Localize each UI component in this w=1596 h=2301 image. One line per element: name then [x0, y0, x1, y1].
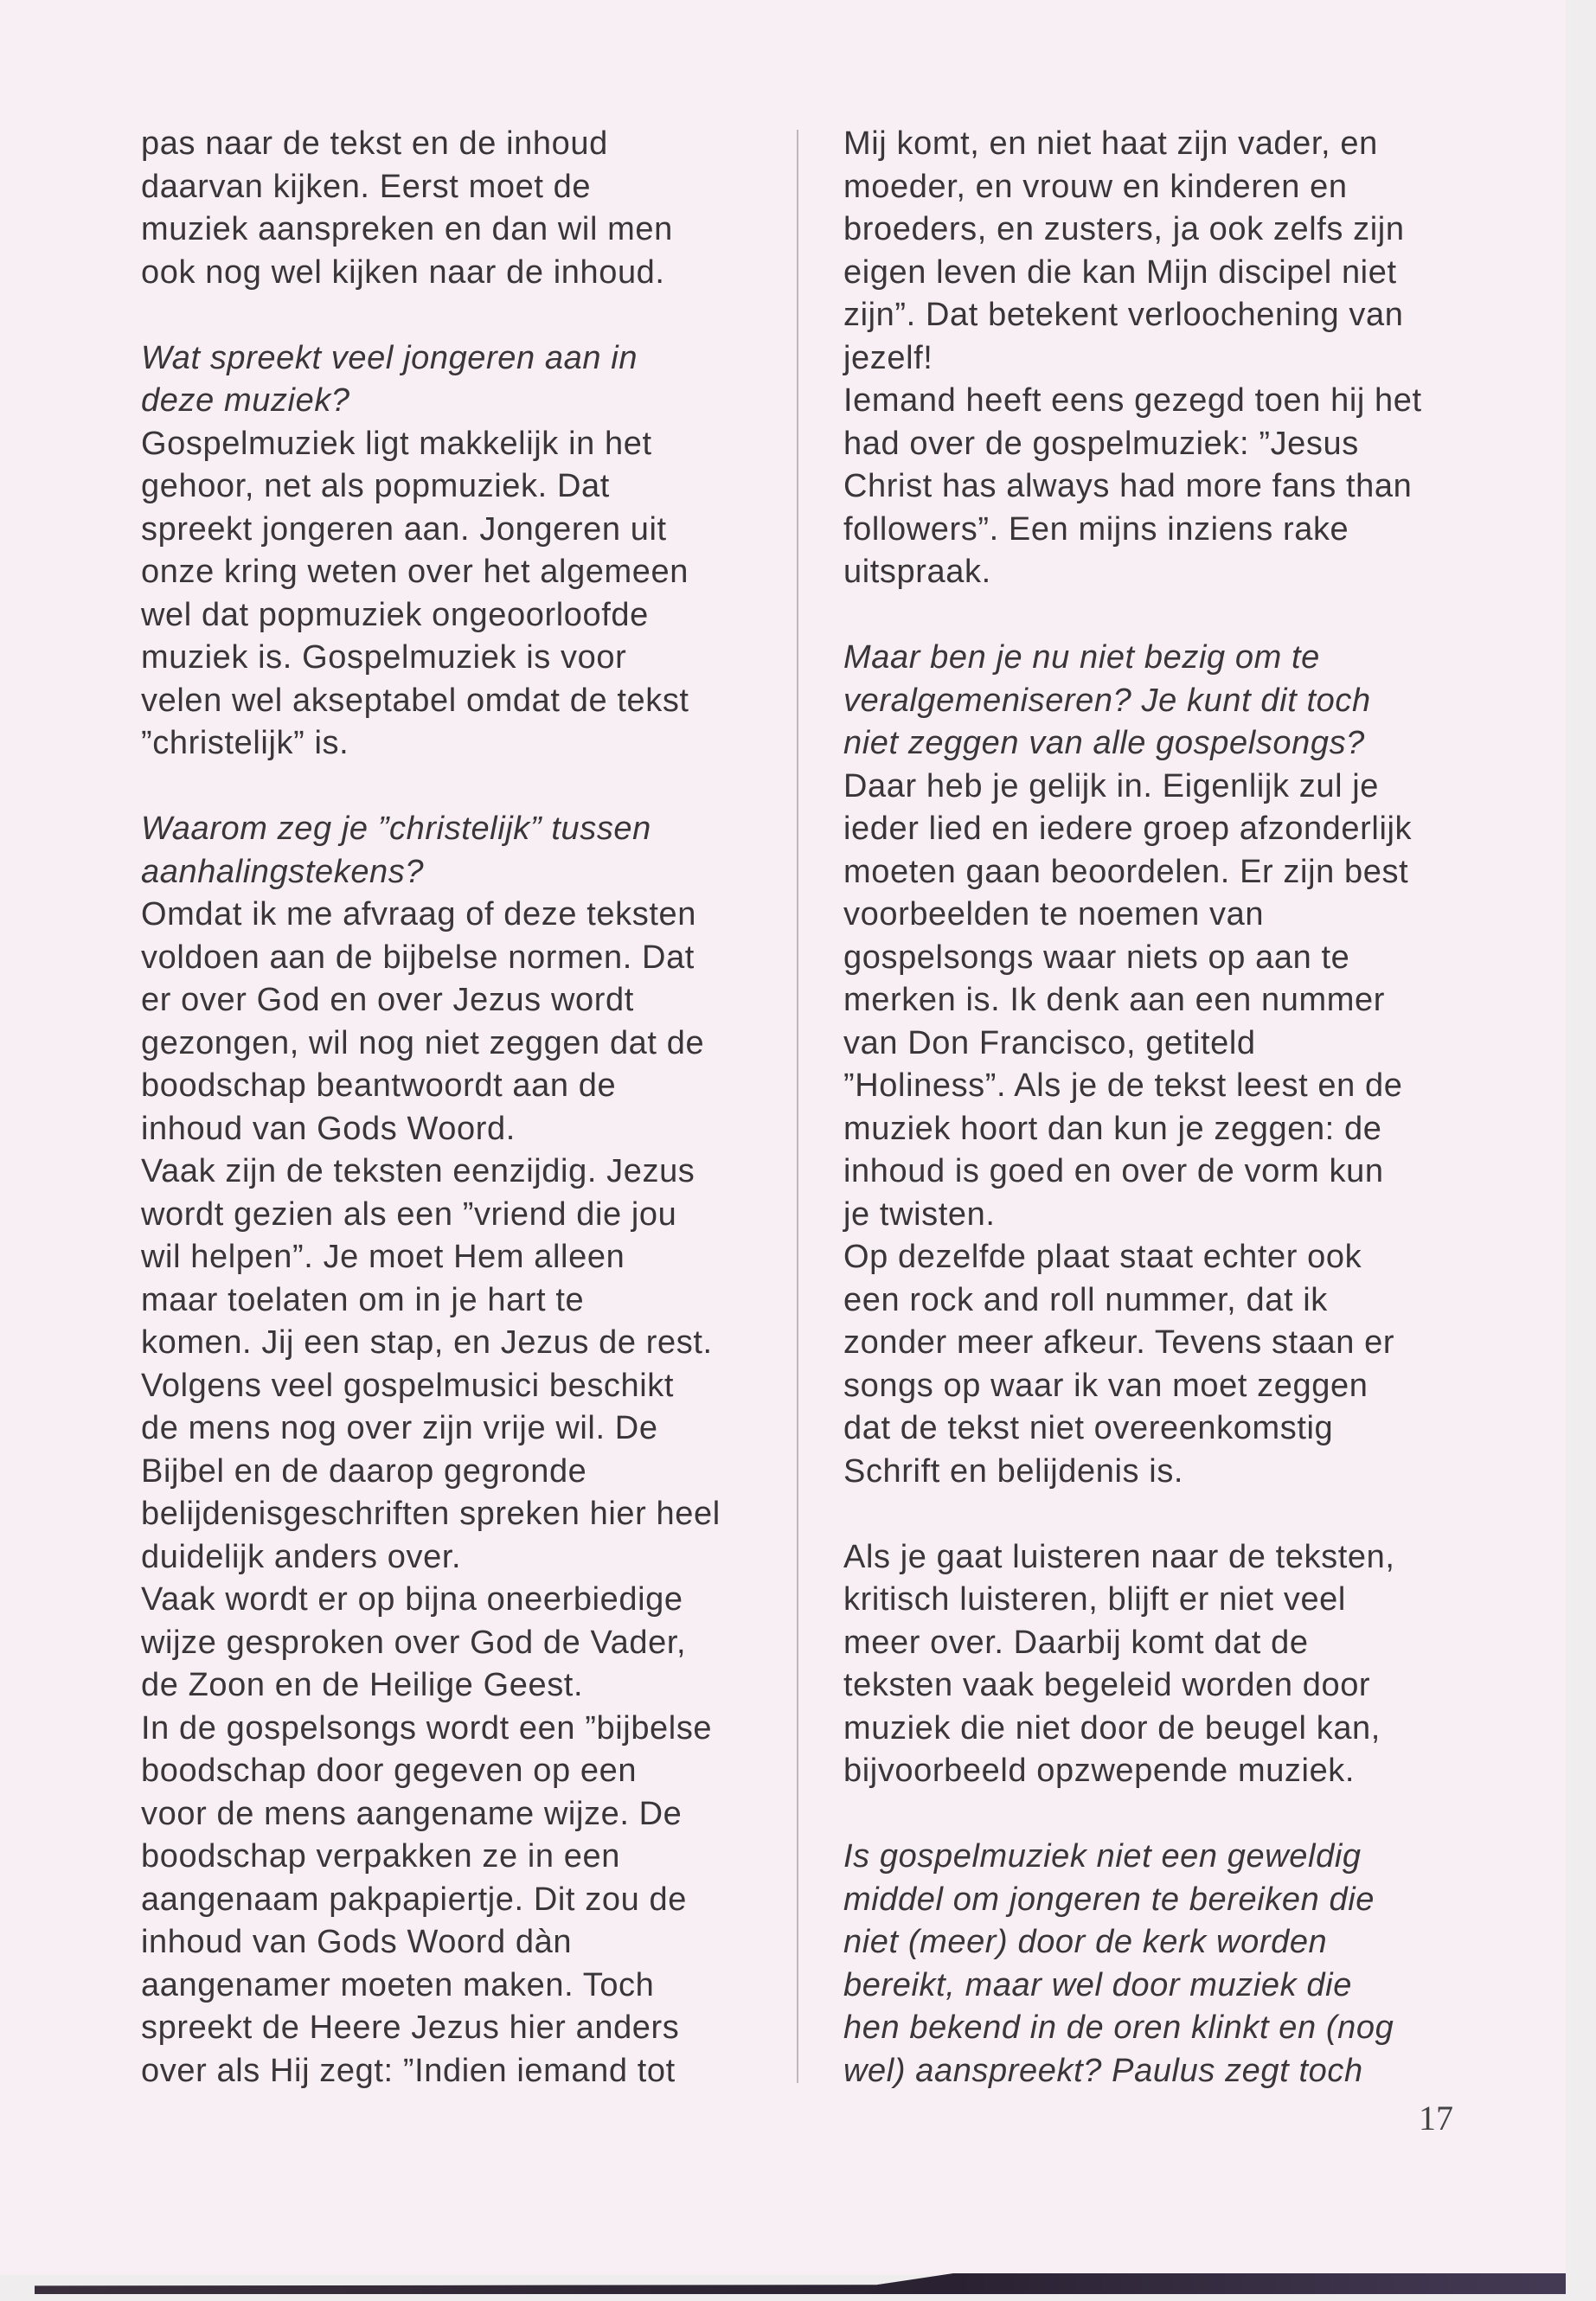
- text-line: voor de mens aangename wijze. De: [141, 1795, 683, 1832]
- text-line: gezongen, wil nog niet zeggen dat de: [141, 1024, 705, 1061]
- text-line: Iemand heeft eens gezegd toen hij het: [843, 382, 1422, 419]
- text-line: wijze gesproken over God de Vader,: [141, 1624, 687, 1661]
- blank-line: [843, 594, 1422, 638]
- right-text-column: [843, 123, 1422, 2093]
- text-line: spreekt jongeren aan. Jongeren uit: [141, 510, 667, 548]
- text-line: Schrift en belijdenis is.: [843, 1452, 1184, 1490]
- text-line: broeders, en zusters, ja ook zelfs zijn: [843, 211, 1405, 247]
- blank-line: [843, 1793, 1422, 1836]
- text-line: ”Holiness”. Als je de tekst leest en de: [843, 1067, 1403, 1104]
- text-line: je twisten.: [843, 1195, 996, 1233]
- text-line: wordt gezien als een ”vriend die jou: [141, 1195, 677, 1233]
- text-line: inhoud is goed en over de vorm kun: [843, 1153, 1384, 1189]
- text-line: Vaak zijn de teksten eenzijdig. Jezus: [141, 1153, 695, 1189]
- question-line: niet zeggen van alle gospelsongs?: [843, 725, 1365, 761]
- blank-line: [141, 766, 721, 809]
- text-line: kritisch luisteren, blijft er niet veel: [843, 1581, 1346, 1618]
- text-line: ook nog wel kijken naar de inhoud.: [141, 253, 665, 291]
- blank-line: [141, 294, 721, 337]
- text-line: wil helpen”. Je moet Hem alleen: [141, 1239, 625, 1275]
- question-line: bereikt, maar wel door muziek die: [843, 1966, 1352, 2003]
- text-line: Vaak wordt er op bijna oneerbiedige: [141, 1581, 683, 1618]
- question-line: veralgemeniseren? Je kunt dit toch: [843, 682, 1371, 719]
- text-line: aangenamer moeten maken. Toch: [141, 1966, 655, 2003]
- text-line: maar toelaten om in je hart te: [141, 1281, 585, 1318]
- text-line: jezelf!: [843, 339, 933, 376]
- text-line: bijvoorbeeld opzwepende muziek.: [843, 1753, 1356, 1789]
- text-line: Omdat ik me afvraag of deze teksten: [141, 896, 696, 933]
- column-divider: [797, 130, 798, 2083]
- question-line: wel) aanspreekt? Paulus zegt toch: [843, 2052, 1363, 2089]
- question-line: aanhalingstekens?: [141, 853, 425, 890]
- text-line: wel dat popmuziek ongeoorloofde: [141, 596, 649, 633]
- page-number: 17: [1419, 2099, 1453, 2138]
- text-line: belijdenisgeschriften spreken hier heel: [141, 1496, 721, 1532]
- question-line: Wat spreekt veel jongeren aan in: [141, 339, 638, 376]
- text-line: Op dezelfde plaat staat echter ook: [843, 1239, 1362, 1275]
- text-line: had over de gospelmuziek: ”Jesus: [843, 425, 1359, 462]
- text-line: aangenaam pakpapiertje. Dit zou de: [141, 1881, 687, 1918]
- text-line: pas naar de tekst en de inhoud: [141, 125, 608, 162]
- text-line: ”christelijk” is.: [141, 725, 349, 761]
- text-line: komen. Jij een stap, en Jezus de rest.: [141, 1324, 713, 1361]
- text-line: moeten gaan beoordelen. Er zijn best: [843, 853, 1409, 890]
- text-line: spreekt de Heere Jezus hier anders: [141, 2009, 680, 2046]
- text-line: followers”. Een mijns inziens rake: [843, 510, 1349, 548]
- text-line: Volgens veel gospelmusici beschikt: [141, 1367, 675, 1404]
- question-line: hen bekend in de oren klinkt en (nog: [843, 2009, 1394, 2046]
- text-line: Mij komt, en niet haat zijn vader, en: [843, 125, 1378, 162]
- text-line: gospelsongs waar niets op aan te: [843, 939, 1350, 976]
- text-line: velen wel akseptabel omdat de tekst: [141, 682, 689, 719]
- question-line: middel om jongeren te bereiken die: [843, 1881, 1375, 1918]
- text-line: merken is. Ik denk aan een nummer: [843, 982, 1385, 1018]
- question-line: Is gospelmuziek niet een geweldig: [843, 1838, 1362, 1875]
- text-line: daarvan kijken. Eerst moet de: [141, 168, 592, 205]
- text-line: de mens nog over zijn vrije wil. De: [141, 1410, 658, 1446]
- text-line: er over God en over Jezus wordt: [141, 982, 634, 1018]
- question-line: Maar ben je nu niet bezig om te: [843, 639, 1320, 676]
- text-line: uitspraak.: [843, 554, 991, 590]
- text-line: over als Hij zegt: ”Indien iemand tot: [141, 2052, 676, 2089]
- text-line: muziek aanspreken en dan wil men: [141, 211, 673, 247]
- text-line: de Zoon en de Heilige Geest.: [141, 1667, 584, 1703]
- text-line: Daar heb je gelijk in. Eigenlijk zul je: [843, 767, 1380, 804]
- question-line: deze muziek?: [141, 382, 350, 419]
- text-line: voldoen aan de bijbelse normen. Dat: [141, 939, 695, 976]
- blank-line: [843, 1493, 1422, 1536]
- text-line: van Don Francisco, getiteld: [843, 1024, 1256, 1061]
- text-line: voorbeelden te noemen van: [843, 896, 1265, 933]
- text-line: eigen leven die kan Mijn discipel niet: [843, 253, 1397, 291]
- text-line: muziek is. Gospelmuziek is voor: [141, 639, 627, 676]
- text-line: boodschap beantwoordt aan de: [141, 1067, 617, 1104]
- question-line: Waarom zeg je ”christelijk” tussen: [141, 811, 651, 847]
- text-line: boodschap verpakken ze in een: [141, 1838, 621, 1875]
- text-line: dat de tekst niet overeenkomstig: [843, 1410, 1334, 1446]
- text-line: muziek hoort dan kun je zeggen: de: [843, 1110, 1382, 1147]
- scan-edge-band: [35, 2273, 1566, 2294]
- left-text-column: [141, 123, 721, 2093]
- text-line: Christ has always had more fans than: [843, 468, 1413, 504]
- text-line: ieder lied en iedere groep afzonderlijk: [843, 811, 1413, 847]
- text-line: songs op waar ik van moet zeggen: [843, 1367, 1368, 1404]
- text-line: gehoor, net als popmuziek. Dat: [141, 468, 610, 504]
- text-line: Bijbel en de daarop gegronde: [141, 1452, 587, 1490]
- question-line: niet (meer) door de kerk worden: [843, 1924, 1328, 1960]
- text-line: Als je gaat luisteren naar de teksten,: [843, 1538, 1395, 1575]
- text-line: inhoud van Gods Woord.: [141, 1110, 516, 1147]
- text-line: onze kring weten over het algemeen: [141, 554, 689, 590]
- text-line: zonder meer afkeur. Tevens staan er: [843, 1324, 1395, 1361]
- text-line: moeder, en vrouw en kinderen en: [843, 168, 1348, 205]
- text-line: duidelijk anders over.: [141, 1538, 462, 1575]
- text-line: zijn”. Dat betekent verloochening van: [843, 297, 1404, 333]
- text-line: boodschap door gegeven op een: [141, 1753, 638, 1789]
- text-line: In de gospelsongs wordt een ”bijbelse: [141, 1709, 713, 1747]
- text-line: inhoud van Gods Woord dàn: [141, 1924, 573, 1960]
- text-line: teksten vaak begeleid worden door: [843, 1667, 1371, 1703]
- text-line: muziek die niet door de beugel kan,: [843, 1709, 1381, 1747]
- text-line: Gospelmuziek ligt makkelijk in het: [141, 425, 652, 462]
- text-line: meer over. Daarbij komt dat de: [843, 1624, 1309, 1661]
- text-line: een rock and roll nummer, dat ik: [843, 1281, 1328, 1318]
